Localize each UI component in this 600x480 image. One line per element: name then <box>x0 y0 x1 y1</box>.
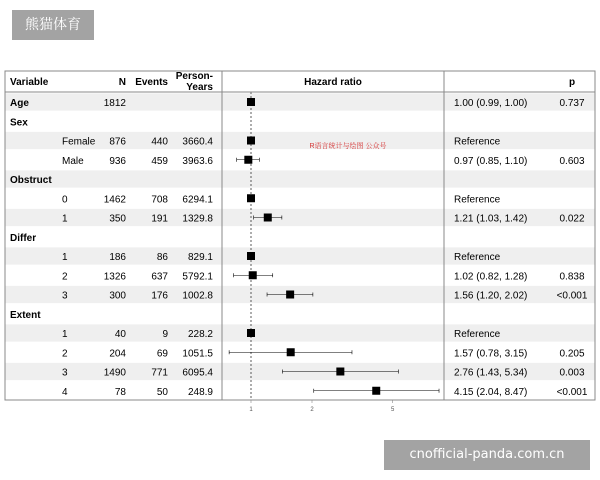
cell-hr-ci: 1.02 (0.82, 1.28) <box>454 271 528 283</box>
cell-person-years: 6294.1 <box>182 194 213 206</box>
watermark-top: 熊猫体育 <box>12 10 94 40</box>
cell-events: 191 <box>151 213 168 225</box>
estimate-square <box>247 137 255 145</box>
cell-hr-ci: 1.00 (0.99, 1.00) <box>454 98 528 109</box>
estimate-square <box>287 348 295 356</box>
group-label: Extent <box>10 309 41 321</box>
column-header-hazard-ratio: Hazard ratio <box>304 77 362 88</box>
level-label: 1 <box>62 213 68 225</box>
estimate-square <box>264 214 272 222</box>
cell-events: 9 <box>162 329 168 340</box>
cell-n: 300 <box>109 290 126 302</box>
cell-p: 0.022 <box>559 213 585 225</box>
cell-n: 78 <box>114 386 126 398</box>
cell-n: 40 <box>114 329 126 340</box>
cell-p: <0.001 <box>556 386 588 398</box>
cell-person-years: 1002.8 <box>182 290 213 302</box>
cell-hr-ci: 4.15 (2.04, 8.47) <box>454 386 528 398</box>
row-stripe <box>5 247 595 264</box>
row-stripe <box>5 324 595 341</box>
cell-events: 637 <box>151 271 168 283</box>
cell-n: 1326 <box>103 271 126 283</box>
row-stripe <box>5 170 595 187</box>
cell-events: 459 <box>151 155 168 167</box>
x-tick-label: 2 <box>310 407 314 413</box>
x-tick-label: 1 <box>249 407 253 413</box>
watermark-bottom: cnofficial-panda.com.cn <box>384 440 590 470</box>
cell-p: <0.001 <box>556 290 588 302</box>
level-label: 1 <box>62 252 68 263</box>
group-label: Sex <box>10 117 28 129</box>
estimate-square <box>286 291 294 299</box>
cell-events: 69 <box>156 348 168 360</box>
column-header-events: Events <box>135 77 168 88</box>
estimate-square <box>336 368 344 376</box>
cell-n: 1462 <box>103 194 126 206</box>
cell-n: 1812 <box>103 98 126 109</box>
cell-p: 0.003 <box>559 367 585 379</box>
cell-events: 176 <box>151 290 168 302</box>
cell-p: 0.205 <box>559 348 585 360</box>
header-row <box>10 71 575 93</box>
cell-person-years: 5792.1 <box>182 271 213 283</box>
estimate-square <box>372 387 380 395</box>
level-label: 1 <box>62 329 68 340</box>
cell-events: 771 <box>151 367 168 379</box>
cell-person-years: 829.1 <box>187 252 213 263</box>
estimate-square <box>247 252 255 260</box>
cell-person-years: 3660.4 <box>182 136 213 148</box>
column-header-variable: Variable <box>10 77 49 88</box>
level-label: 4 <box>62 386 68 398</box>
level-label: 2 <box>62 348 68 360</box>
cell-hr-ci: Reference <box>454 136 501 148</box>
cell-n: 936 <box>109 155 126 167</box>
estimate-square <box>247 98 255 106</box>
cell-hr-ci: Reference <box>454 194 501 206</box>
level-label: 2 <box>62 271 68 283</box>
cell-n: 876 <box>109 136 126 148</box>
cell-person-years: 248.9 <box>187 386 213 398</box>
cell-events: 50 <box>156 386 168 398</box>
column-header-person-years: Person-Years <box>175 71 213 93</box>
cell-p: 0.838 <box>559 271 585 283</box>
level-label: 0 <box>62 194 68 206</box>
estimate-square <box>249 271 257 279</box>
estimate-square <box>247 329 255 337</box>
cell-hr-ci: 0.97 (0.85, 1.10) <box>454 155 528 167</box>
group-label: Differ <box>10 232 37 244</box>
x-axis-ticks <box>249 400 395 413</box>
cell-p: 0.737 <box>559 98 585 109</box>
level-label: Female <box>62 136 96 148</box>
cell-n: 186 <box>109 252 126 263</box>
cell-p: 0.603 <box>559 155 585 167</box>
group-label: Obstruct <box>10 175 52 186</box>
level-label: 3 <box>62 367 68 379</box>
cell-n: 204 <box>109 348 126 360</box>
column-header-n: N <box>118 77 126 88</box>
x-tick-label: 5 <box>390 407 395 413</box>
cell-events: 708 <box>151 194 168 206</box>
cell-hr-ci: 2.76 (1.43, 5.34) <box>454 367 528 379</box>
estimate-square <box>244 156 252 164</box>
cell-n: 1490 <box>103 367 126 379</box>
cell-hr-ci: Reference <box>454 252 501 263</box>
cell-person-years: 3963.6 <box>182 155 213 167</box>
cell-person-years: 228.2 <box>187 329 213 340</box>
watermark-annotation: R语言统计与绘图 公众号 <box>309 143 387 150</box>
cell-hr-ci: 1.56 (1.20, 2.02) <box>454 290 528 302</box>
cell-n: 350 <box>109 213 126 225</box>
cell-events: 440 <box>151 136 168 148</box>
cell-events: 86 <box>156 252 168 263</box>
column-header-p: p <box>568 77 576 88</box>
cell-person-years: 1329.8 <box>182 213 213 225</box>
level-label: Male <box>62 155 84 167</box>
level-label: 3 <box>62 290 68 302</box>
cell-person-years: 6095.4 <box>182 367 213 379</box>
cell-hr-ci: Reference <box>454 329 501 340</box>
cell-hr-ci: 1.57 (0.78, 3.15) <box>454 348 528 360</box>
group-label: Age <box>10 98 29 109</box>
cell-person-years: 1051.5 <box>182 348 213 360</box>
estimate-square <box>247 194 255 202</box>
cell-hr-ci: 1.21 (1.03, 1.42) <box>454 213 528 225</box>
